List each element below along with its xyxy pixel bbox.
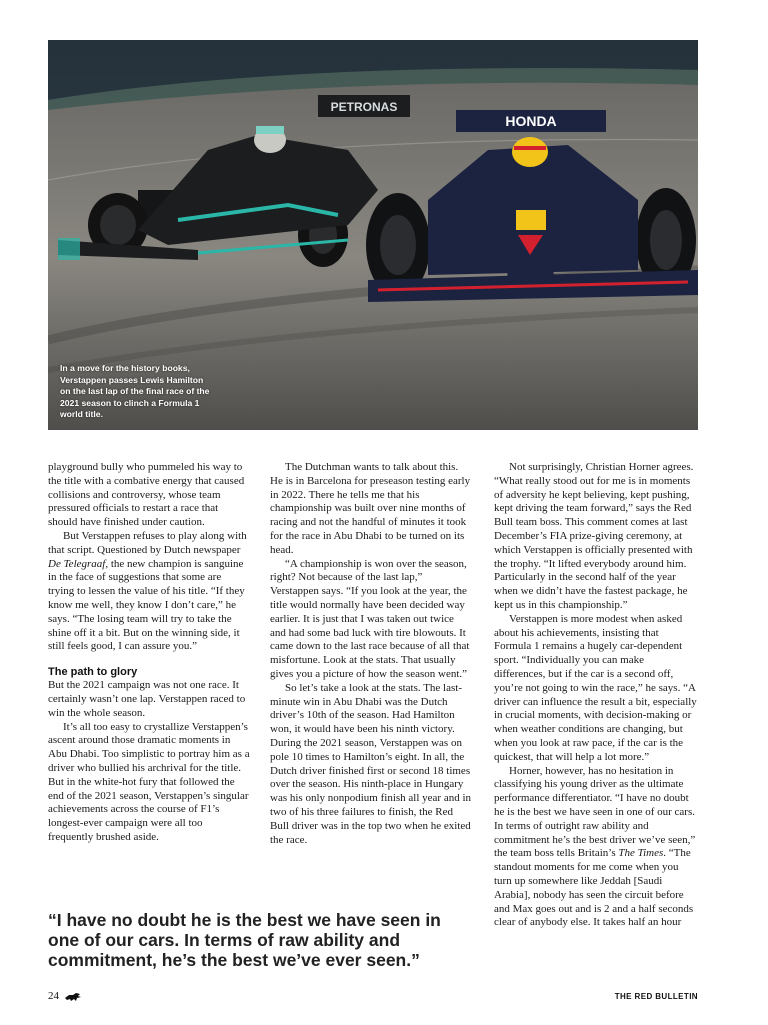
magazine-name: THE RED BULLETIN — [614, 992, 698, 1001]
text-run: But Verstappen refuses to play along with that script. Questioned by Dutch newspaper — [48, 529, 247, 556]
text-run: Horner, however, has no hesitation in classifying his young driver as the ultimate performance differentiator. “I have no doubt he is the best we have seen in one of our cars. In terms of outright raw ability and commitment he’s the best driver we’ve seen,” the team boss tells Britain’s — [494, 764, 696, 860]
section-heading: The path to glory — [48, 666, 138, 679]
paragraph: It’s all too easy to crystallize Verstappen’s ascent around those dramatic moments in Abu Dhabi. Too simplistic to portray him as a driver who bullied his archrival for the title. But in the white-hot fury that followed the end of the 2021 season, Verstappen’s singular achievements across the course of F1’s longest-ever campaign were all too frequently brushed aside. — [48, 720, 250, 843]
paragraph — [494, 765, 698, 931]
paragraph: Not surprisingly, Christian Horner agrees. “What really stood out for me is in moments of adversity he kept believing, kept pushing, kept driving the team forward,” says the Red Bull team boss. This comment comes at last December’s FIA prize-giving ceremony, at which Verstappen is officially presented with the trophy. “It lifted everybody around him. Particularly in the second half of the year when we didn’t have the fastest package, he kept us in this championship.” — [494, 461, 694, 611]
column-2 — [270, 461, 472, 847]
newspaper-title: De Telegraaf, — [48, 557, 109, 570]
photo-caption: In a move for the history books, Verstappen passes Lewis Hamilton on the last lap of the final race of the 2021 season to clinch a Formula 1 world title. — [60, 363, 210, 419]
pull-quote: “I have no doubt he is the best we have seen in one of our cars. In terms of raw ability and commitment, he’s the best we’ve ever seen.” — [48, 910, 441, 970]
paragraph: The Dutchman wants to talk about this. He is in Barcelona for preseason testing early in 2022. There he tells me that his championship was built over nine months of racing and not the handful of minutes it took for the race in Abu Dhabi to be turned on its head. — [270, 461, 471, 556]
paragraph — [48, 530, 250, 654]
column-3 — [494, 461, 698, 930]
bull-logo-icon — [64, 990, 82, 1008]
mercedes-wing-text: PETRONAS — [330, 100, 398, 114]
paragraph: So let’s take a look at the stats. The last-minute win in Abu Dhabi was the Dutch driver’s 10th of the season. Had Hamilton won, it would have been his ninth victory. During the 2021 season, Verstappen was on pole 10 times to Hamilton’s eight. In all, the Dutch driver finished first or second 18 times over the season. His ninth-place in Hungary was his only nonpodium finish all year and in two of his three failures to finish, the Red Bull driver was in the top two when he exited the race. — [270, 681, 472, 846]
paragraph: Verstappen is more modest when asked about his achievements, insisting that Formula 1 remains a hugely car-dependent sport. “Individually you can make differences, but if the car is a second off, you’re not going to win the race,” he says. “A driver can influence the result a bit, especially in crucial moments, with decision-making or when weather conditions are changing, but when you look at raw pace, if the car is the quickest, that will help a lot more.” — [494, 612, 697, 763]
newspaper-title: The Times — [618, 847, 664, 860]
paragraph: But the 2021 campaign was not one race. It certainly wasn’t one lap. Verstappen raced to win the whole season. — [48, 679, 246, 719]
page-number: 24 — [48, 990, 59, 1002]
paragraph: “A championship is won over the season, right? Not because of the last lap,” Verstappen says. “If you look at the year, the title would normally have been decided way earlier. It is just that I was taken out twice and had some bad luck with tire blowouts. It came down to the last race because of all that misfortune. Look at the stats. That usually gives you a picture of how the season went.” — [270, 557, 470, 680]
column-1 — [48, 461, 250, 845]
honda-wing-text: HONDA — [505, 113, 557, 129]
race-photo — [48, 40, 698, 430]
paragraph: playground bully who pummeled his way to the title with a combative energy that caused collisions and controversy, whose team pressured officials to restart a race that should have finished under caution. — [48, 461, 245, 529]
text-run: . “The standout moments for me come when you turn up somewhere like Jeddah [Saudi Arabia], nobody has seen the circuit before and Max goes out and is 2 and a half seconds clear of anybody else. It takes half an hour — [494, 847, 694, 929]
text-run: the new champion is sanguine in the face of suggestions that some are trying to lessen the value of his title. “If they know me well, they know I don’t care,” he says. “The losing team will try to take the shine off it a bit. But on the winning side, it still feels good, I can assure you.” — [48, 557, 245, 653]
